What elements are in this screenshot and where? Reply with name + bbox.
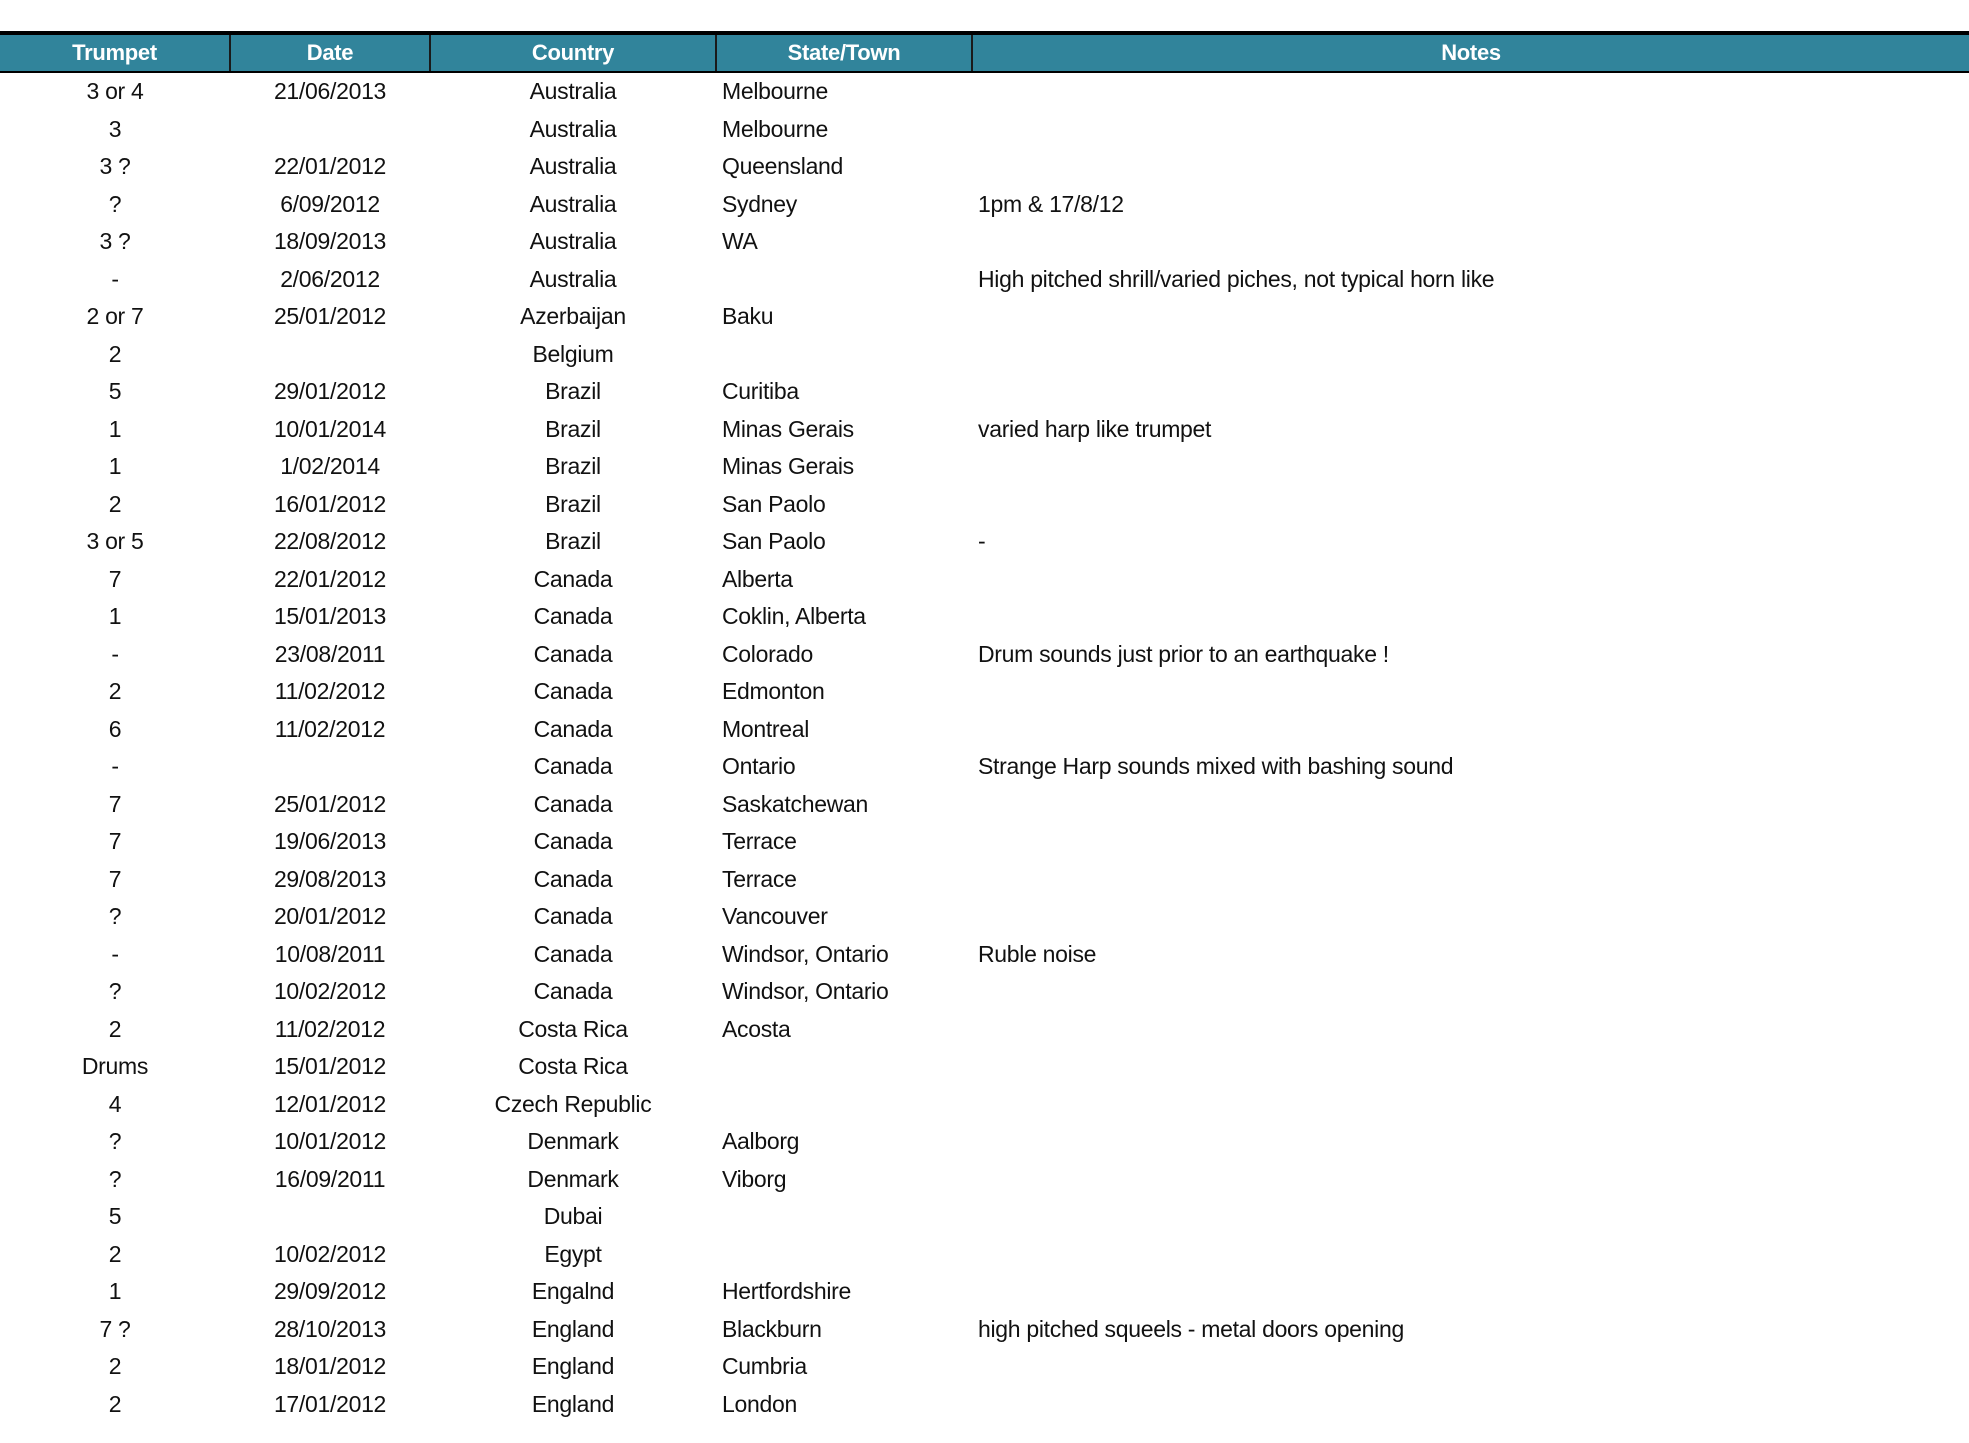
date-cell[interactable]: 28/10/2013: [273, 1315, 387, 1342]
notes-cell[interactable]: [972, 72, 1969, 111]
country-cell[interactable]: Denmark: [527, 1128, 619, 1155]
country-cell[interactable]: Czech Republic: [494, 1090, 652, 1117]
state-town-cell[interactable]: [716, 1236, 972, 1274]
date-cell[interactable]: 22/01/2012: [273, 565, 387, 592]
country-cell[interactable]: Denmark: [527, 1165, 619, 1192]
notes-cell[interactable]: [972, 786, 1969, 824]
trumpet-cell[interactable]: 4: [108, 1090, 122, 1117]
notes-cell[interactable]: [972, 1011, 1969, 1049]
date-cell[interactable]: 10/02/2012: [273, 978, 387, 1005]
header-country[interactable]: Country: [430, 33, 716, 72]
country-cell[interactable]: Belgium: [532, 340, 614, 367]
country-cell[interactable]: Brazil: [545, 415, 601, 442]
notes-cell[interactable]: [972, 1086, 1969, 1124]
notes-cell[interactable]: [972, 898, 1969, 936]
country-cell[interactable]: Brazil: [545, 490, 601, 517]
country-cell[interactable]: Australia: [529, 190, 617, 217]
notes-cell[interactable]: high pitched squeels - metal doors opening: [978, 1315, 1404, 1342]
table-row: [0, 336, 1969, 374]
trumpet-cell[interactable]: ?: [108, 978, 122, 1005]
date-cell[interactable]: 16/01/2012: [273, 490, 387, 517]
date-cell[interactable]: 29/01/2012: [273, 378, 387, 405]
trumpet-cell[interactable]: 3 ?: [99, 153, 131, 180]
notes-cell[interactable]: [972, 111, 1969, 149]
state-town-cell[interactable]: Edmonton: [722, 678, 825, 705]
notes-cell[interactable]: varied harp like trumpet: [978, 415, 1212, 442]
date-cell[interactable]: 10/02/2012: [273, 1240, 387, 1267]
country-cell[interactable]: Canada: [533, 790, 613, 817]
country-cell[interactable]: Canada: [533, 978, 613, 1005]
table-row: [0, 148, 1969, 186]
date-cell[interactable]: 15/01/2013: [273, 603, 387, 630]
trumpet-cell[interactable]: 5: [108, 378, 122, 405]
notes-cell[interactable]: [972, 598, 1969, 636]
trumpet-cell[interactable]: 3 or 4: [86, 78, 144, 105]
date-cell[interactable]: 11/02/2012: [274, 1015, 386, 1042]
table-row: [0, 861, 1969, 899]
notes-cell[interactable]: [972, 373, 1969, 411]
country-cell[interactable]: Australia: [529, 115, 617, 142]
country-cell[interactable]: Canada: [533, 715, 613, 742]
country-cell[interactable]: Canada: [533, 753, 613, 780]
country-cell[interactable]: Canada: [533, 828, 613, 855]
date-cell[interactable]: 22/01/2012: [273, 153, 387, 180]
date-cell[interactable]: 1/02/2014: [280, 453, 380, 480]
date-cell[interactable]: [230, 748, 430, 786]
state-town-cell[interactable]: [716, 261, 972, 299]
trumpet-cell[interactable]: 7: [108, 828, 122, 855]
table-row: [0, 936, 1969, 974]
table-row: [0, 598, 1969, 636]
notes-cell[interactable]: [972, 223, 1969, 261]
trumpet-cell[interactable]: 2: [108, 1390, 122, 1417]
trumpet-cell[interactable]: 3 ?: [99, 228, 131, 255]
table-row: [0, 411, 1969, 449]
table-row: [0, 223, 1969, 261]
date-cell[interactable]: 22/08/2012: [273, 528, 387, 555]
country-cell[interactable]: Costa Rica: [518, 1053, 628, 1080]
date-cell[interactable]: 25/01/2012: [273, 790, 387, 817]
country-cell[interactable]: Brazil: [545, 528, 601, 555]
table-row: [0, 1236, 1969, 1274]
state-town-cell[interactable]: Sydney: [722, 190, 797, 217]
country-cell[interactable]: Engalnd: [531, 1278, 615, 1305]
notes-cell[interactable]: [972, 1273, 1969, 1311]
notes-cell[interactable]: Ruble noise: [978, 940, 1097, 967]
country-cell[interactable]: Canada: [533, 903, 613, 930]
notes-cell[interactable]: [972, 1386, 1969, 1424]
table-row: [0, 748, 1969, 786]
trumpet-cell[interactable]: 7: [108, 790, 122, 817]
notes-cell[interactable]: [972, 973, 1969, 1011]
country-cell[interactable]: Australia: [529, 78, 617, 105]
table-row: [0, 486, 1969, 524]
state-town-cell[interactable]: London: [722, 1390, 797, 1417]
date-cell[interactable]: 10/01/2014: [273, 415, 387, 442]
state-town-cell[interactable]: Terrace: [722, 865, 797, 892]
date-cell[interactable]: 11/02/2012: [274, 678, 386, 705]
country-cell[interactable]: Dubai: [543, 1203, 603, 1230]
table-row: [0, 561, 1969, 599]
state-town-cell[interactable]: Windsor, Ontario: [722, 978, 889, 1005]
date-cell[interactable]: 16/09/2011: [274, 1165, 386, 1192]
table-row: [0, 898, 1969, 936]
state-town-cell[interactable]: Curitiba: [722, 378, 799, 405]
state-town-cell[interactable]: Queensland: [722, 153, 844, 180]
state-town-cell[interactable]: San Paolo: [722, 490, 826, 517]
header-notes[interactable]: Notes: [972, 33, 1969, 72]
country-cell[interactable]: Egypt: [544, 1240, 602, 1267]
state-town-cell[interactable]: Colorado: [722, 640, 813, 667]
country-cell[interactable]: Brazil: [545, 378, 601, 405]
notes-cell[interactable]: [972, 486, 1969, 524]
table-row: [0, 1123, 1969, 1161]
trumpet-cell[interactable]: 1: [108, 415, 122, 442]
state-town-cell[interactable]: Ontario: [722, 753, 796, 780]
state-town-cell[interactable]: San Paolo: [722, 528, 826, 555]
table-row: [0, 1086, 1969, 1124]
table-row: [0, 72, 1969, 111]
trumpet-cell[interactable]: 6: [108, 715, 122, 742]
table-row: [0, 523, 1969, 561]
table-row: [0, 711, 1969, 749]
date-cell[interactable]: 25/01/2012: [273, 303, 387, 330]
table-row: [0, 111, 1969, 149]
state-town-cell[interactable]: Minas Gerais: [722, 415, 854, 442]
country-cell[interactable]: Brazil: [545, 453, 601, 480]
country-cell[interactable]: England: [531, 1353, 615, 1380]
date-cell[interactable]: [230, 111, 430, 149]
notes-cell[interactable]: 1pm & 17/8/12: [978, 190, 1124, 217]
trumpet-cell[interactable]: 7: [108, 565, 122, 592]
country-cell[interactable]: Australia: [529, 153, 617, 180]
date-cell[interactable]: [230, 336, 430, 374]
trumpet-cell[interactable]: 2: [108, 340, 122, 367]
table-row: [0, 1386, 1969, 1424]
country-cell[interactable]: Canada: [533, 640, 613, 667]
trumpet-cell[interactable]: 2: [108, 490, 122, 517]
notes-cell[interactable]: [972, 1048, 1969, 1086]
notes-cell[interactable]: [972, 336, 1969, 374]
date-cell[interactable]: 2/06/2012: [280, 265, 380, 292]
country-cell[interactable]: England: [531, 1390, 615, 1417]
date-cell[interactable]: 18/01/2012: [273, 1353, 387, 1380]
trumpet-cell[interactable]: 2 or 7: [86, 303, 144, 330]
state-town-cell[interactable]: Vancouver: [722, 903, 828, 930]
date-cell[interactable]: 10/01/2012: [273, 1128, 387, 1155]
notes-cell[interactable]: [972, 1236, 1969, 1274]
state-town-cell[interactable]: Saskatchewan: [722, 790, 868, 817]
notes-cell[interactable]: Drum sounds just prior to an earthquake !: [978, 640, 1389, 667]
trumpet-cell[interactable]: 1: [108, 453, 122, 480]
table-row: [0, 1161, 1969, 1199]
state-town-cell[interactable]: Coklin, Alberta: [722, 603, 866, 630]
state-town-cell[interactable]: [716, 336, 972, 374]
table-row: [0, 1348, 1969, 1386]
trumpet-cell[interactable]: -: [111, 265, 119, 292]
table-row: [0, 186, 1969, 224]
notes-cell[interactable]: [972, 561, 1969, 599]
table-row: [0, 673, 1969, 711]
trumpet-cell[interactable]: 2: [108, 1353, 122, 1380]
notes-cell[interactable]: Strange Harp sounds mixed with bashing sound: [978, 753, 1454, 780]
date-cell[interactable]: 20/01/2012: [273, 903, 387, 930]
table-row: [0, 636, 1969, 674]
country-cell[interactable]: Azerbaijan: [520, 303, 626, 330]
trumpet-cell[interactable]: ?: [108, 903, 122, 930]
header-state-town[interactable]: State/Town: [716, 33, 972, 72]
trumpet-cell[interactable]: 7: [108, 865, 122, 892]
state-town-cell[interactable]: [716, 1048, 972, 1086]
table-row: [0, 823, 1969, 861]
table-row: [0, 448, 1969, 486]
country-cell[interactable]: Canada: [533, 865, 613, 892]
state-town-cell[interactable]: Hertfordshire: [722, 1278, 852, 1305]
state-town-cell[interactable]: Melbourne: [722, 78, 828, 105]
state-town-cell[interactable]: Montreal: [722, 715, 810, 742]
date-cell[interactable]: 18/09/2013: [273, 228, 387, 255]
trumpet-cell[interactable]: 1: [108, 1278, 122, 1305]
table-row: [0, 786, 1969, 824]
state-town-cell[interactable]: WA: [722, 228, 758, 255]
date-cell[interactable]: 29/09/2012: [273, 1278, 387, 1305]
table-row: [0, 973, 1969, 1011]
trumpet-cell[interactable]: 2: [108, 678, 122, 705]
header-trumpet[interactable]: Trumpet: [0, 33, 230, 72]
trumpet-cell[interactable]: ?: [108, 1165, 122, 1192]
date-cell[interactable]: 23/08/2011: [274, 640, 386, 667]
country-cell[interactable]: Canada: [533, 678, 613, 705]
state-town-cell[interactable]: Melbourne: [722, 115, 828, 142]
table-row: [0, 298, 1969, 336]
trumpet-cell[interactable]: ?: [108, 190, 122, 217]
state-town-cell[interactable]: Viborg: [722, 1165, 787, 1192]
trumpet-cell[interactable]: 3 or 5: [86, 528, 144, 555]
date-cell[interactable]: 10/08/2011: [274, 940, 386, 967]
state-town-cell[interactable]: Windsor, Ontario: [722, 940, 889, 967]
header-date[interactable]: Date: [230, 33, 430, 72]
notes-cell[interactable]: High pitched shrill/varied piches, not typical horn like: [978, 265, 1495, 292]
sightings-table: [0, 31, 1969, 1423]
date-cell[interactable]: 6/09/2012: [280, 190, 380, 217]
table-row: [0, 1311, 1969, 1349]
date-cell[interactable]: 21/06/2013: [273, 78, 387, 105]
notes-cell[interactable]: [972, 1123, 1969, 1161]
state-town-cell[interactable]: Aalborg: [722, 1128, 800, 1155]
notes-cell[interactable]: [972, 298, 1969, 336]
date-cell[interactable]: 15/01/2012: [273, 1053, 387, 1080]
table-row: [0, 261, 1969, 299]
notes-cell[interactable]: -: [978, 528, 986, 555]
notes-cell[interactable]: [972, 823, 1969, 861]
notes-cell[interactable]: [972, 1348, 1969, 1386]
trumpet-cell[interactable]: -: [111, 753, 119, 780]
trumpet-cell[interactable]: 1: [108, 603, 122, 630]
state-town-cell[interactable]: Terrace: [722, 828, 797, 855]
trumpet-cell[interactable]: -: [111, 940, 119, 967]
state-town-cell[interactable]: [716, 1086, 972, 1124]
trumpet-cell[interactable]: -: [111, 640, 119, 667]
state-town-cell[interactable]: [716, 1198, 972, 1236]
date-cell[interactable]: 19/06/2013: [273, 828, 387, 855]
date-cell[interactable]: 29/08/2013: [273, 865, 387, 892]
trumpet-cell[interactable]: Drums: [81, 1053, 149, 1080]
table-row: [0, 373, 1969, 411]
notes-cell[interactable]: [972, 1198, 1969, 1236]
state-town-cell[interactable]: Minas Gerais: [722, 453, 854, 480]
country-cell[interactable]: England: [531, 1315, 615, 1342]
state-town-cell[interactable]: Blackburn: [722, 1315, 822, 1342]
country-cell[interactable]: Canada: [533, 603, 613, 630]
notes-cell[interactable]: [972, 148, 1969, 186]
state-town-cell[interactable]: Acosta: [722, 1015, 791, 1042]
state-town-cell[interactable]: Alberta: [722, 565, 793, 592]
table-row: [0, 1048, 1969, 1086]
date-cell[interactable]: 17/01/2012: [273, 1390, 387, 1417]
table-row: [0, 1011, 1969, 1049]
notes-cell[interactable]: [972, 673, 1969, 711]
notes-cell[interactable]: [972, 711, 1969, 749]
country-cell[interactable]: Australia: [529, 228, 617, 255]
country-cell[interactable]: Costa Rica: [518, 1015, 628, 1042]
notes-cell[interactable]: [972, 1161, 1969, 1199]
header-row: [0, 33, 1969, 72]
table-row: [0, 1198, 1969, 1236]
state-town-cell[interactable]: Baku: [722, 303, 774, 330]
trumpet-cell[interactable]: 2: [108, 1240, 122, 1267]
date-cell[interactable]: [230, 1198, 430, 1236]
country-cell[interactable]: Canada: [533, 940, 613, 967]
state-town-cell[interactable]: Cumbria: [722, 1353, 807, 1380]
country-cell[interactable]: Australia: [529, 265, 617, 292]
trumpet-cell[interactable]: ?: [108, 1128, 122, 1155]
date-cell[interactable]: 11/02/2012: [274, 715, 386, 742]
trumpet-cell[interactable]: 5: [108, 1203, 122, 1230]
trumpet-cell[interactable]: 7 ?: [99, 1315, 131, 1342]
date-cell[interactable]: 12/01/2012: [273, 1090, 387, 1117]
country-cell[interactable]: Canada: [533, 565, 613, 592]
table-row: [0, 1273, 1969, 1311]
trumpet-cell[interactable]: 2: [108, 1015, 122, 1042]
trumpet-cell[interactable]: 3: [108, 115, 122, 142]
notes-cell[interactable]: [972, 861, 1969, 899]
notes-cell[interactable]: [972, 448, 1969, 486]
